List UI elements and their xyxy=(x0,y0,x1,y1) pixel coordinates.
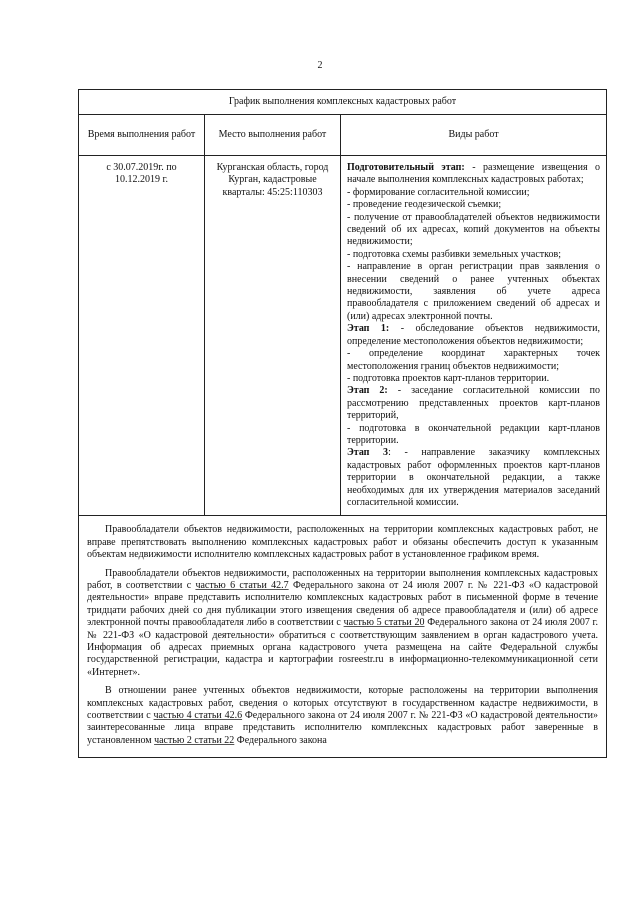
work-text: - обследование объектов недвижимости, определение местоположения объектов недвижимости; xyxy=(347,323,601,347)
work-item xyxy=(347,323,600,348)
header-place: Место выполнения работ xyxy=(205,115,341,156)
paragraph-text: Федерального закона от 24 июля 2007 г. № 221-ФЗ «О кадастровой деятельности» вправе представить исполнителю комплексных кадастровых работ в письменной форме в течение тридцати рабочих дней со дня публикации этого извещения сведения об адресе правообладателя и (или) об адресе электронной почты правообладателя либо в соответствии с xyxy=(87,580,599,629)
table-title: График выполнения комплексных кадастровых работ xyxy=(79,90,607,115)
work-item xyxy=(347,212,600,249)
work-item xyxy=(347,199,600,211)
notes-cell xyxy=(79,516,607,758)
paragraph-text: Федерального закона xyxy=(234,734,327,746)
schedule-table xyxy=(78,89,607,758)
law-link[interactable]: частью 4 статьи 42.6 xyxy=(153,710,243,722)
law-link[interactable]: частью 2 статьи 22 xyxy=(154,734,235,746)
paragraph-text: Правообладатели объектов недвижимости, расположенных на территории выполнения комплексных кадастровых работ, в соответствии с xyxy=(87,567,599,591)
header-works: Виды работ xyxy=(341,115,607,156)
work-text: - подготовка схемы разбивки земельных участков; xyxy=(347,248,562,260)
work-text: : - направление заказчику комплексных кадастровых работ оформленных проектов карт-планов территории в окончательной редакции, а также необходимых для их утверждения материалов заседаний согласительной комиссии. xyxy=(347,447,601,508)
stage-label: Подготовительный этап: xyxy=(347,162,465,173)
work-item xyxy=(347,187,600,199)
work-item xyxy=(347,447,600,509)
header-time: Время выполнения работ xyxy=(79,115,205,156)
work-item xyxy=(347,162,600,187)
paragraph-text: Федерального закона от 24 июля 2007 г. № 221-ФЗ «О кадастровой деятельности» заинтересованные лица вправе представить исполнителю комплексных кадастровых работ заверенные в установленном xyxy=(87,710,599,746)
paragraph-text: Федерального закона от 24 июля 2007 г. № 221-ФЗ «О кадастровой деятельности» обратиться с соответствующим заявлением в орган кадастрового учета. Информация об адресах приемных органа кадастрового учета размещена на сайте Федеральной службы государственной регистрации, кадастра и картографии rosreestr.ru в информационно-телекоммуникационной сети «Интернет». xyxy=(87,617,599,678)
work-text: - определение координат характерных точек местоположения границ объектов недвижимости; xyxy=(347,348,601,372)
paragraph-previously-registered xyxy=(87,685,598,747)
work-item xyxy=(347,348,600,373)
law-link[interactable]: частью 6 статьи 42.7 xyxy=(195,580,289,591)
work-text: - получение от правообладателей объектов недвижимости сведений об их адресах, копий документов на объекты недвижимости; xyxy=(347,211,601,248)
work-text: - проведение геодезической съемки; xyxy=(347,199,502,211)
work-item xyxy=(347,385,600,422)
work-text: - размещение извещения о начале выполнения комплексных кадастровых работах; xyxy=(347,162,601,186)
stage-label: Этап 1: xyxy=(347,323,390,335)
work-text: - заседание согласительной комиссии по рассмотрению представленных проектов карт-планов территорий, xyxy=(347,385,601,422)
work-text: - подготовка проектов карт-планов территории. xyxy=(347,372,550,384)
work-item xyxy=(347,423,600,448)
work-text: - формирование согласительной комиссии; xyxy=(347,186,530,198)
time-cell: с 30.07.2019г. по 10.12.2019 г. xyxy=(79,156,205,516)
work-item xyxy=(347,373,600,385)
paragraph-text: В отношении ранее учтенных объектов недвижимости, которые расположены на территории выполнения комплексных кадастровых работ, сведения о которых отсутствуют в государственном кадастре недвижимости, в соответствии с xyxy=(87,685,599,722)
stage-label: Этап 3 xyxy=(347,447,389,459)
paragraph-address-info xyxy=(87,568,598,680)
work-text: - подготовка в окончательной редакции карт-планов территории. xyxy=(347,422,601,446)
paragraph-access: Правообладатели объектов недвижимости, расположенных на территории комплексных кадастровых работ, не вправе препятствовать выполнению комплексных кадастровых работ и обязаны обеспечить доступ к указанным объектам недвижимости исполнителю комплексных кадастровых работ в установленное графиком время. xyxy=(87,524,599,561)
work-text: - направление в орган регистрации прав заявления о внесении сведений о ранее учтенных объектах недвижимости, заявления об учете адреса правообладателя с приложением сведений об адресах и (или) адресах электронной почты. xyxy=(347,261,601,322)
stage-label: Этап 2: xyxy=(347,385,388,397)
work-item xyxy=(347,261,600,323)
works-cell xyxy=(341,156,607,516)
page-number: 2 xyxy=(317,60,323,71)
place-cell: Курганская область, город Курган, кадастровые кварталы: 45:25:110303 xyxy=(205,156,341,516)
work-item xyxy=(347,249,600,261)
law-link[interactable]: частью 5 статьи 20 xyxy=(343,617,425,629)
